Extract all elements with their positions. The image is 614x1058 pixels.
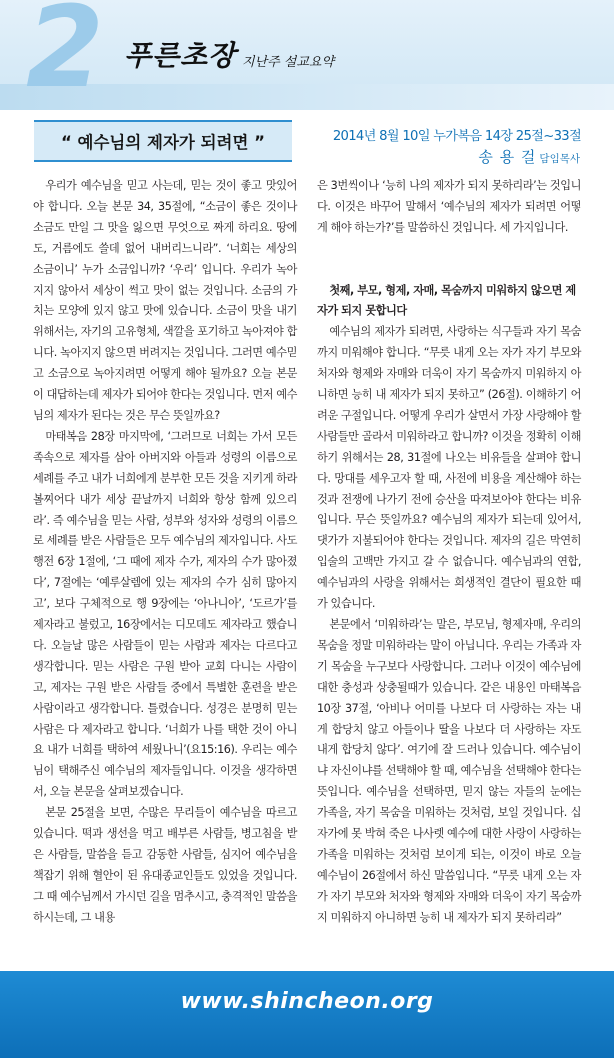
preacher-line [478, 146, 580, 167]
website-link[interactable]: www.shincheon.org [180, 989, 434, 1014]
page-footer [0, 971, 614, 1058]
section-number: 2 [26, 0, 104, 110]
section-subheading: 첫째, 부모, 형제, 자매, 목숨까지 미워하지 않으면 제자가 되지 못합니다 [317, 283, 576, 318]
left-column [33, 176, 297, 929]
body-paragraph: 본문에서 ‘미워하라’는 말은, 부모님, 형제자매, 우리의 목숨을 정말 미워하라는 말이 아닙니다. 우리는 가족과 자기 목숨을 누구보다 사랑합니다. 그러나 이것이 예수님에 대한 충성과 상충될때가 있습니다. 같은 내용인 마태복음 10장 37절, ‘아비나 어미를 나보다 더 사랑하는 자는 내게 합당치 않고 아들이나 딸을 나보다 더 사랑하는 자도 내게 합당치 않다’. 여기에 잘 드러나 있습니다. 예수님이냐 자신이냐를 선택해야 할 때, 예수님을 선택해야 한다는 뜻입니다. 예수님을 선택하면, 믿지 않는 자들의 눈에는 가족을, 자기 목숨을 미워하는 것처럼, 보일 것입니다. 십자가에 못 박혀 죽은 나사렛 예수에 대한 사랑이 사랑하는 가족을 미워하는 것처럼 보이게 되는, 이것이 바로 오늘 예수님이 26절에서 하신 말씀입니다. “무릇 내게 오는 자가 자기 부모와 처자와 형제와 자매와 더욱이 자기 목숨까지 미워하지 아니하면 능히 내 제자가 되지 못하리라” [317, 618, 581, 924]
body-paragraph: 우리가 예수님을 믿고 사는데, 믿는 것이 좋고 맛있어야 합니다. 오늘 본문 34, 35절에, “소금이 좋은 것이나 소금도 만일 그 맛을 잃으면 무엇으로 짜게 하리요. 땅에도, 거름에도 쓸데 없어 내버리느니라”. ‘너희는 세상의 소금이니’ 누가 소금입니까? ‘우리’ 입니다. 우리가 녹아지지 않아서 세상이 썩고 맛이 없는 것입니다. 소금의 가치는 모양에 있지 않고 맛에 있습니다. 소금이 맛을 내기 위해서는, 자기의 고유형체, 색깔을 포기하고 녹아져야 합니다. 녹아지지 않으면 버려지는 것입니다. 그러면 예수믿고 소금으로 녹아지려면 어떻게 해야 될까요? 오늘 본문이 대답하는데 제자가 되어야 한다는 것입니다. 먼저 예수님의 제자가 된다는 것은 무슨 뜻일까요? [33, 179, 297, 422]
sermon-title-bar [34, 120, 292, 162]
preacher-role: 담임목사 [539, 153, 580, 165]
section-subtitle: 지난주 설교요약 [242, 55, 335, 70]
section-title: 푸른초장 [124, 39, 237, 72]
body-paragraph: 본문 25절을 보면, 수많은 무리들이 예수님을 따르고 있습니다. 떡과 생선을 먹고 배부른 사람들, 병고침을 받은 사람들, 말씀을 듣고 감동한 사람들, 심지어 예수님을 책잡기 위해 혈안이 된 유대종교인들도 있었을 것입니다. 그 때 예수님께서 가시던 길을 멈추시고, 충격적인 말씀을 하시는데, 그 내용 [33, 806, 297, 924]
preacher-name: 송 용 걸 [478, 148, 537, 166]
body-paragraph: 은 3번씩이나 ‘능히 나의 제자가 되지 못하리라’는 것입니다. 이것은 바꾸어 말해서 ‘예수님의 제자가 되려면 어떻게 해야 하는가?’를 말씀하신 것입니다. 세 가지입니다. [317, 179, 581, 234]
sermon-title: “ 예수님의 제자가 되려면 ” [60, 133, 266, 152]
body-paragraph: 예수님의 제자가 되려면, 사랑하는 식구들과 자기 목숨까지 미워해야 합니다. “무릇 내게 오는 자가 자기 부모와 처자와 형제와 자매와 더욱이 자기 목숨까지 미워하지 아니하면 능히 내 제자가 되지 못하고” (26절). 이해하기 어려운 구절입니다. 어떻게 우리가 살면서 가장 사랑해야 할 사람들만 골라서 미워하라고 합니까? 이것을 정확히 이해하기 위해서는 28, 31절에 나오는 비유들을 살펴야 합니다. 망대를 세우고자 할 때, 사전에 비용을 계산해야 하는 것과 전쟁에 나가기 전에 승산을 따져보아야 한다는 비유입니다. 무슨 뜻일까요? 예수님의 제자가 되는데 있어서, 댓가가 지불되어야 한다는 것입니다. 제자의 길은 막연히 입술의 고백만 가지고 갈 수 없습니다. 예수님과의 연합, 예수님과의 사랑을 위해서는 희생적인 결단이 필요한 때가 있습니다. [317, 325, 581, 611]
right-column [317, 176, 581, 929]
scripture-reference: 2014년 8월 10일 누가복음 14장 25절~33절 [332, 129, 581, 144]
page-header [0, 0, 614, 110]
body-paragraph: 마태복음 28장 마지막에, ‘그러므로 너희는 가서 모든 족속으로 제자를 삼아 아버지와 아들과 성령의 이름으로 세례를 주고 내가 너희에게 분부한 모든 것을 지키게 하라 볼찌어다 내가 세상 끝날까지 너희와 항상 함께 있으리라’. 즉 예수님을 믿는 사람, 성부와 성자와 성령의 이름으로 세례를 받은 사람들은 모두 예수님의 제자입니다. 사도행전 6장 1절에, ‘그 때에 제자 수가, 제자의 수가 많아졌다’, 7절에는 ‘예루살렘에 있는 제자의 수가 심히 많아지고’, 보다 구체적으로 행 9장에는 ‘아나니아’, ‘도르가’를 제자라고 불렀고, 16장에서는 디모데도 제자라고 했습니다. 오늘날 많은 사람들이 믿는 사람과 제자는 다르다고 생각합니다. 믿는 사람은 구원 받아 교회 다니는 사람이고, 제자는 구원 받은 사람들 중에서 특별한 훈련을 받은 사람이라고 생각합니다. 틀렸습니다. 성경은 분명히 믿는 사람은 다 제자라고 합니다. ‘너희가 나를 택한 것이 아니요 내가 너희를 택하여 세웠나니’(요15:16). 우리는 예수님이 택해주신 예수님의 제자들입니다. 이것을 생각하면서, 오늘 본문을 살펴보겠습니다. [33, 429, 297, 799]
